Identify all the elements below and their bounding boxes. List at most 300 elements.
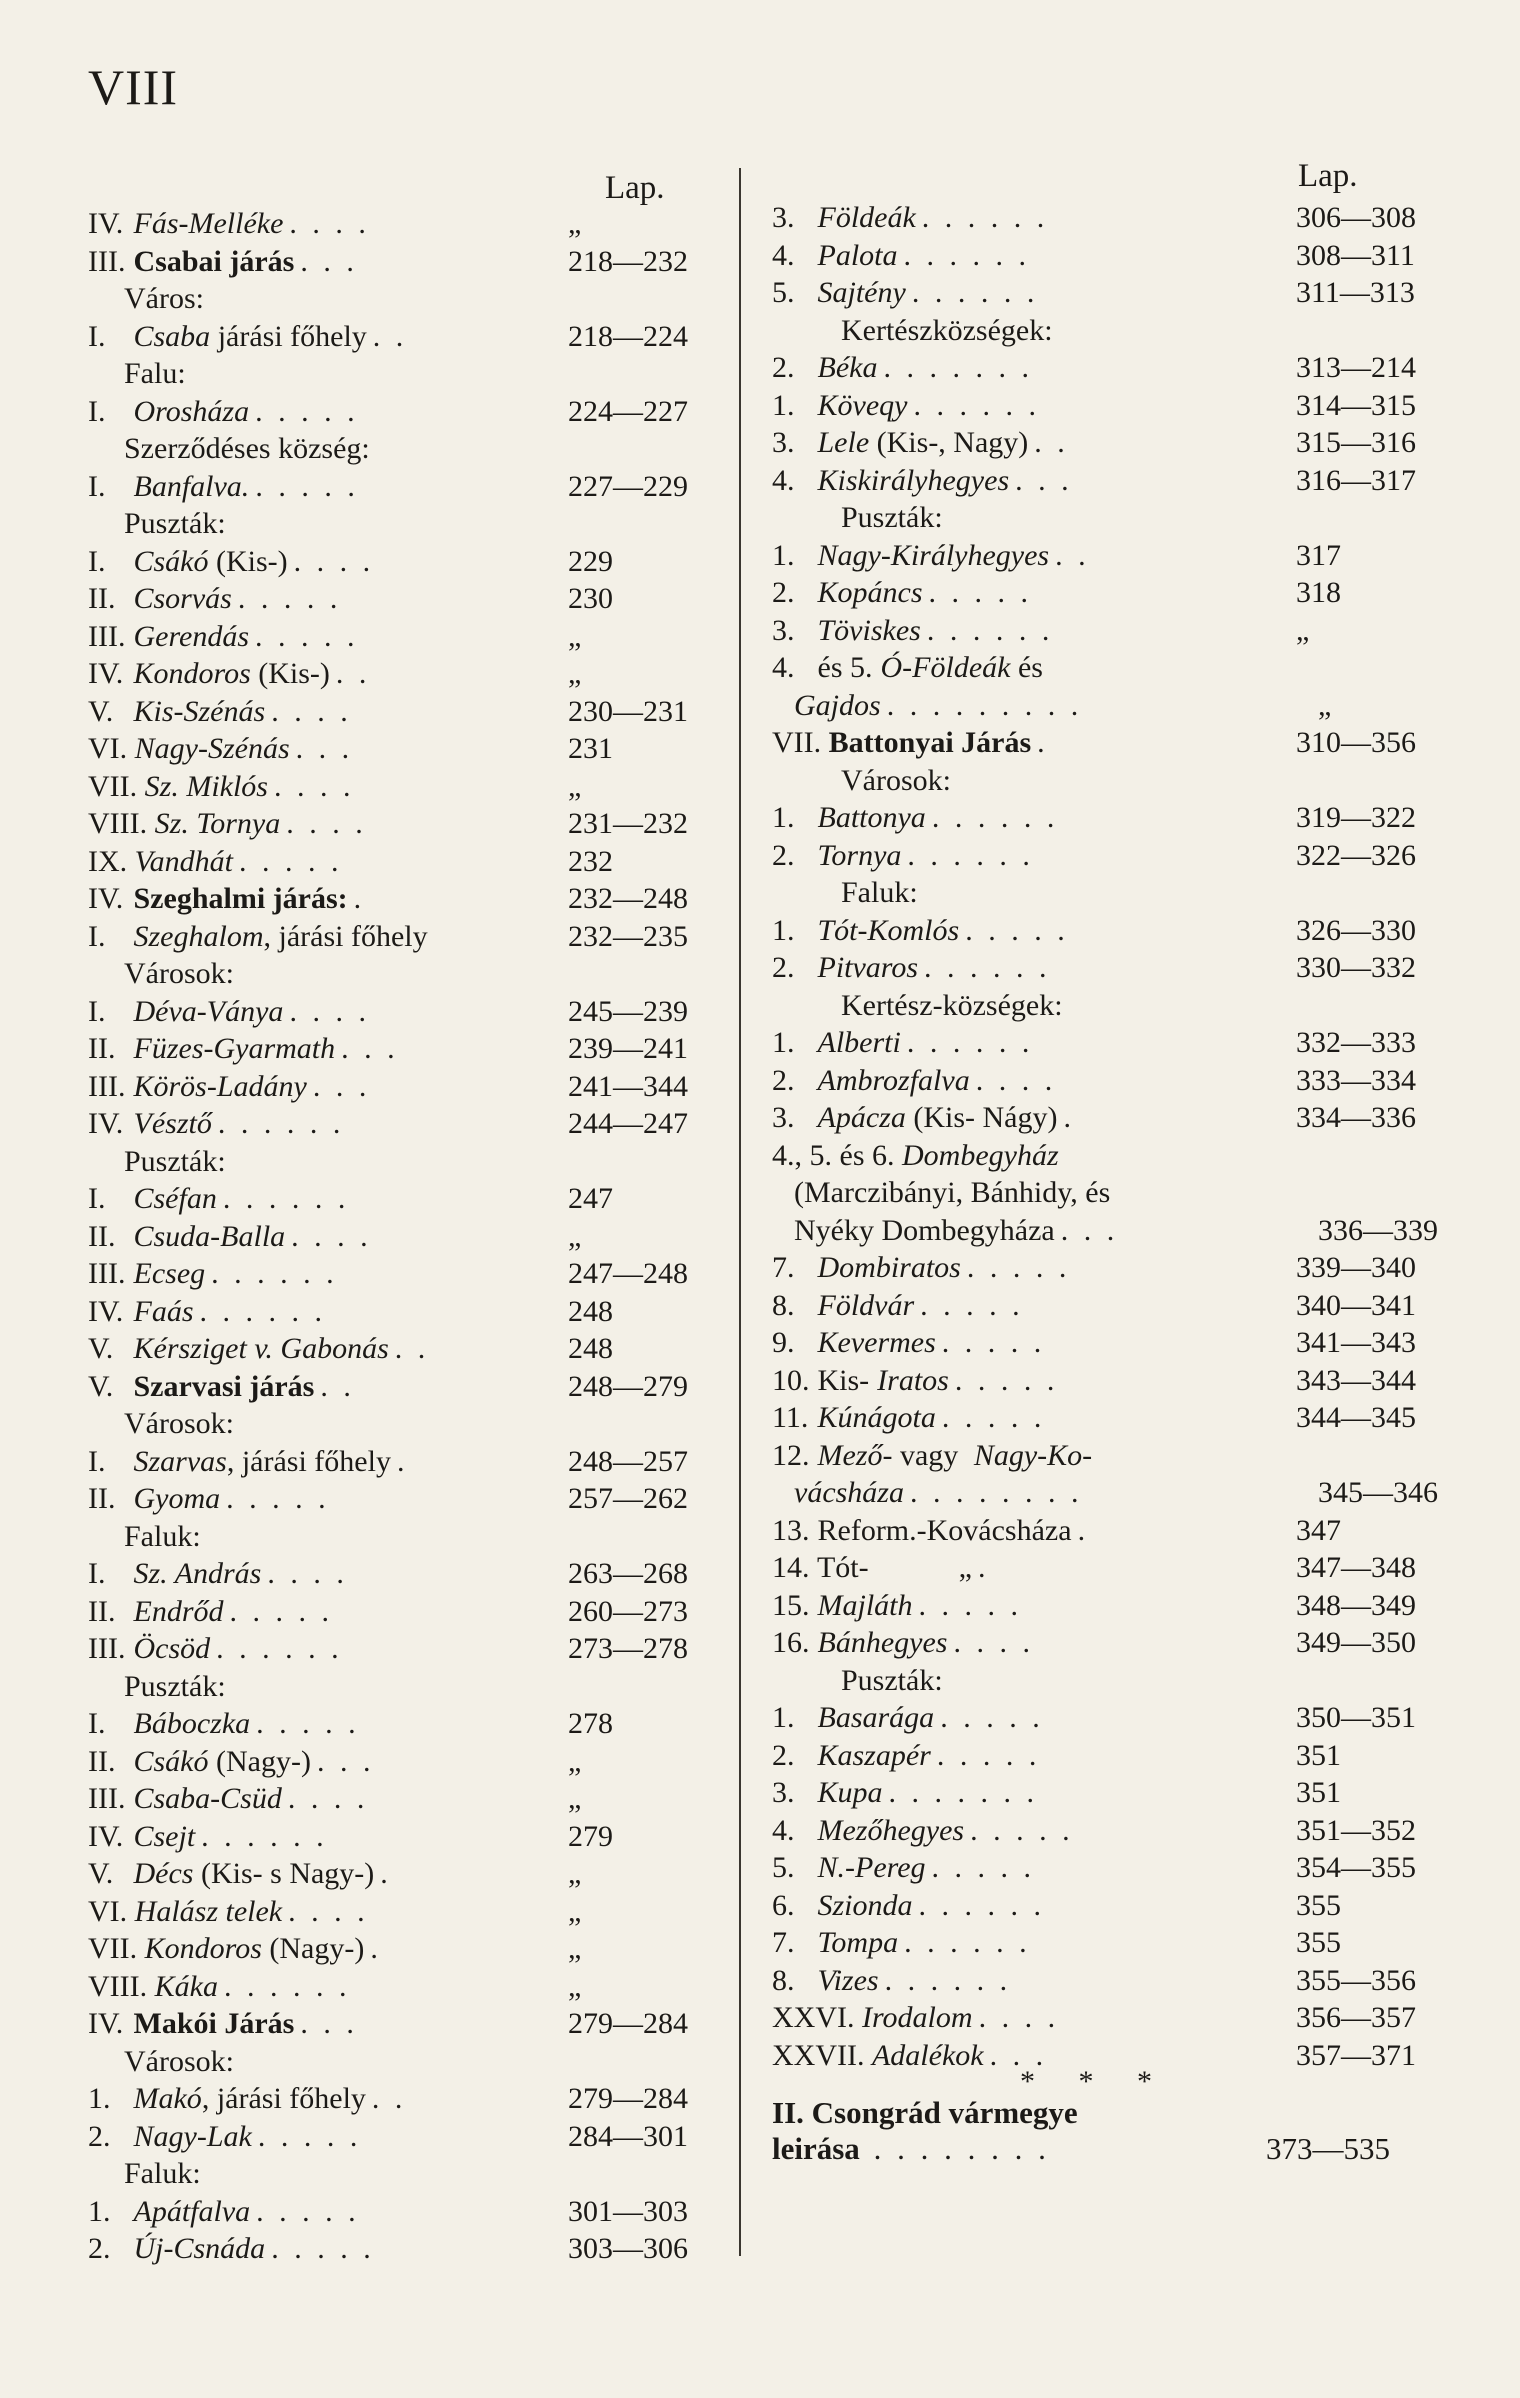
- entry-page: 241—344: [568, 1069, 688, 1103]
- entry-page: 273—278: [568, 1632, 688, 1665]
- entry-name: Csejt: [133, 1819, 196, 1853]
- entry-page: 322—326: [1296, 838, 1416, 872]
- leader-dots: .: [977, 1551, 990, 1584]
- entry-page: 279—284: [568, 2007, 688, 2040]
- entry-name: Kondoros: [133, 657, 251, 690]
- toc-entry: [772, 1438, 1442, 1474]
- leader-dots: . . . . .: [970, 1813, 1074, 1847]
- entry-name: Sajtény: [817, 276, 906, 309]
- entry-page: 336—339: [1318, 1213, 1438, 1247]
- entry-page: 326—330: [1296, 913, 1416, 947]
- entry-number: VI.: [88, 732, 128, 765]
- toc-entry: [88, 1931, 728, 1967]
- entry-number: 8.: [772, 1963, 795, 1997]
- entry-qualifier: (Kis-): [208, 544, 288, 578]
- entry-name: Vésztő: [133, 1107, 212, 1140]
- entry-name: Szionda: [817, 1888, 913, 1922]
- entry-name: és 5.: [817, 651, 873, 684]
- entry-page: 224—227: [568, 394, 688, 428]
- leader-dots: . . . . .: [931, 1851, 1036, 1884]
- entry-qualifier: (Kis- s Nagy-): [193, 1857, 375, 1890]
- entry-number: 9.: [772, 1326, 795, 1359]
- entry-page: 351: [1296, 1776, 1341, 1809]
- entry-name: Szarvas: [133, 1444, 227, 1478]
- toc-subheading: [841, 988, 1511, 1024]
- entry-number: 8.: [772, 1288, 795, 1322]
- entry-number: 5.: [772, 1851, 795, 1884]
- final-entry-line2: [772, 2131, 1472, 2167]
- entry-name: N.-Pereg: [817, 1851, 926, 1884]
- entry-number: 2.: [88, 2232, 111, 2265]
- toc-entry: [88, 2194, 728, 2230]
- entry-number: 4.: [772, 1813, 795, 1847]
- leader-dots: . . . . . .: [907, 838, 1034, 872]
- entry-number: V.: [88, 1369, 114, 1403]
- toc-entry: [772, 388, 1442, 424]
- toc-entry: [88, 2006, 728, 2042]
- entry-name: Pitvaros: [817, 951, 919, 984]
- toc-entry: [88, 206, 728, 242]
- toc-entry: [88, 1256, 728, 1292]
- entry-number: VIII.: [88, 807, 148, 840]
- subheading-text: Puszták:: [841, 1663, 943, 1697]
- entry-number: 11.: [772, 1401, 809, 1434]
- entry-name: Halász telek: [134, 1894, 283, 1928]
- entry-name-cont: vácsháza: [794, 1476, 904, 1509]
- toc-subheading: [841, 763, 1511, 799]
- entry-number: XXVI.: [772, 2001, 855, 2034]
- entry-qualifier: (Kis-): [250, 657, 330, 690]
- leader-dots: . . . . . .: [903, 238, 1030, 272]
- entry-qualifier: „: [868, 1551, 972, 1584]
- entry-number: 7.: [772, 1926, 795, 1959]
- entry-name: Báboczka: [133, 1707, 251, 1740]
- entry-name-part: Iratos: [877, 1363, 949, 1397]
- leader-dots: . . . .: [953, 1626, 1034, 1659]
- toc-entry: [772, 538, 1442, 574]
- entry-number: 1.: [772, 1701, 795, 1734]
- entry-name: Sz. Miklós: [144, 769, 268, 803]
- entry-number: 14.: [772, 1551, 810, 1584]
- entry-number: IV.: [88, 207, 124, 240]
- entry-page: 230—231: [568, 694, 688, 728]
- entry-name: Ambrozfalva: [817, 1063, 970, 1097]
- entry-page: 344—345: [1296, 1401, 1416, 1434]
- entry-page: „: [568, 207, 582, 240]
- toc-entry: [772, 1250, 1442, 1286]
- entry-page: „: [568, 657, 582, 690]
- leader-dots: . . . . . .: [913, 388, 1040, 422]
- entry-number: 4.: [772, 651, 795, 684]
- entry-page: 330—332: [1296, 951, 1416, 984]
- subheading-text: Faluk:: [124, 1519, 201, 1553]
- entry-page: 345—346: [1318, 1476, 1438, 1509]
- leader-dots: . . . . .: [226, 1482, 330, 1515]
- entry-number: 6.: [772, 1888, 795, 1922]
- entry-name: Orosháza: [133, 394, 250, 428]
- toc-entry: [772, 238, 1442, 274]
- leader-dots: . . . .: [289, 207, 370, 240]
- entry-name-cont: Nyéky Dombegyháza: [794, 1213, 1055, 1247]
- entry-qualifier: vagy: [892, 1438, 966, 1472]
- toc-entry: [772, 425, 1442, 461]
- leader-dots: . . .: [295, 732, 354, 765]
- entry-page: 232—248: [568, 882, 688, 915]
- entry-name: Kaszapér: [817, 1738, 931, 1772]
- final-entry-line1: [772, 2095, 1078, 2131]
- lap-header: Lap.: [1298, 158, 1358, 194]
- entry-page: 355: [1296, 1926, 1341, 1959]
- leader-dots: . . . .: [273, 769, 355, 803]
- section-stars: * * *: [1020, 2065, 1170, 2098]
- entry-name: Cséfan: [133, 1182, 217, 1215]
- entry-number: VII.: [772, 726, 822, 759]
- leader-dots: . . . .: [267, 1557, 348, 1590]
- entry-name: Basarága: [817, 1701, 935, 1734]
- toc-entry: [772, 1963, 1442, 1999]
- toc-entry: [772, 200, 1442, 236]
- toc-entry: [88, 881, 728, 917]
- toc-entry: [88, 1819, 728, 1855]
- entry-name: Bánhegyes: [817, 1626, 948, 1659]
- entry-number: 1.: [772, 538, 795, 572]
- entry-page: 348—349: [1296, 1588, 1416, 1622]
- leader-dots: . . . . . . .: [888, 1776, 1039, 1809]
- entry-page: 347: [1296, 1513, 1341, 1547]
- leader-dots: . . . . .: [954, 1363, 1059, 1397]
- entry-number: 5.: [772, 276, 795, 309]
- entry-number: 13.: [772, 1513, 810, 1547]
- entry-page: 311—313: [1296, 276, 1415, 309]
- entry-page: „: [1318, 688, 1332, 722]
- toc-entry: [772, 1400, 1442, 1436]
- leader-dots: . . . . . .: [222, 1182, 350, 1215]
- entry-name: Mező-: [817, 1438, 893, 1472]
- entry-number: I.: [88, 1444, 106, 1478]
- toc-subheading: [124, 1669, 764, 1705]
- entry-number: 10.: [772, 1363, 810, 1397]
- toc-subheading: [841, 1663, 1511, 1699]
- entry-page: 218—224: [568, 319, 688, 353]
- entry-page: 318: [1296, 576, 1341, 609]
- leader-dots: . . . . .: [239, 844, 343, 878]
- toc-entry: [772, 1850, 1442, 1886]
- subheading-text: Szerződéses község:: [124, 432, 370, 465]
- entry-qualifier: , járási főhely: [263, 919, 428, 953]
- toc-entry: [772, 913, 1442, 949]
- entry-number: 2.: [772, 576, 795, 609]
- entry-number: I.: [88, 1182, 106, 1215]
- leader-dots: . . . . .: [941, 1401, 1046, 1434]
- entry-name: Sz. András: [133, 1557, 262, 1590]
- entry-number: IV.: [88, 1294, 124, 1328]
- subheading-text: Puszták:: [124, 1669, 226, 1703]
- toc-entry: [88, 919, 728, 955]
- final-entry-title: II. Csongrád vármegye: [772, 2095, 1078, 2130]
- leader-dots: . . . . .: [271, 2232, 375, 2265]
- toc-entry: [88, 1294, 728, 1330]
- subheading-text: Városok:: [124, 957, 234, 990]
- entry-name: Dombiratos: [817, 1251, 961, 1284]
- leader-dots: . . . . . .: [906, 1026, 1034, 1059]
- entry-name: Vandhát: [134, 844, 233, 878]
- entry-name: Faás: [133, 1294, 194, 1328]
- leader-dots: . . . . .: [965, 913, 1069, 947]
- final-entry-page: 373—535: [1266, 2131, 1390, 2166]
- leader-dots: . . .: [341, 1032, 399, 1065]
- leader-dots: .: [380, 1857, 392, 1890]
- entry-name: Szarvasi járás: [133, 1369, 315, 1403]
- entry-name: Vizes: [817, 1963, 879, 1997]
- toc-entry: [772, 350, 1442, 386]
- entry-qualifier: , járási főhely: [226, 1444, 391, 1478]
- entry-number: V.: [88, 1857, 114, 1890]
- toc-entry: [88, 544, 728, 580]
- entry-number: VII.: [88, 769, 138, 803]
- leader-dots: . . .: [300, 2007, 358, 2040]
- entry-number: I.: [88, 394, 106, 428]
- leader-dots: . . . . . .: [904, 1926, 1031, 1959]
- toc-entry: [772, 725, 1442, 761]
- entry-page: 319—322: [1296, 801, 1416, 834]
- entry-name: Csaba: [133, 319, 211, 353]
- entry-number: III.: [88, 244, 126, 278]
- toc-entry: [794, 1175, 1464, 1211]
- toc-entry: [88, 2081, 728, 2117]
- leader-dots: .: [353, 882, 366, 915]
- toc-entry: [772, 463, 1442, 499]
- toc-entry: [772, 2000, 1442, 2036]
- entry-name: Földvár: [817, 1288, 915, 1322]
- entry-name: Alberti: [817, 1026, 901, 1059]
- entry-name: Ecseg: [133, 1257, 206, 1290]
- leader-dots: . . .: [300, 244, 358, 278]
- toc-entry: [88, 2119, 728, 2155]
- entry-name: Kondoros: [144, 1932, 262, 1965]
- leader-dots: . . . . . .: [926, 613, 1054, 647]
- entry-number: 1.: [88, 2194, 111, 2228]
- toc-entry: [772, 1025, 1442, 1061]
- entry-number: I.: [88, 1557, 106, 1590]
- entry-number: 2.: [88, 2119, 111, 2153]
- entry-page: 354—355: [1296, 1851, 1416, 1884]
- entry-name: Endrőd: [133, 1594, 224, 1628]
- leader-dots: . . . . .: [928, 576, 1032, 609]
- entry-name: Lele: [817, 426, 870, 459]
- leader-dots: .: [370, 1932, 382, 1965]
- entry-number: I.: [88, 544, 106, 578]
- toc-entry: [88, 2231, 728, 2267]
- entry-page: „: [568, 1782, 582, 1815]
- entry-number: IV.: [88, 882, 124, 915]
- entry-number: 1.: [88, 2082, 111, 2115]
- entry-number: 2.: [772, 951, 795, 984]
- leader-dots: . . . .: [287, 1782, 369, 1815]
- entry-name: Csákó: [133, 544, 209, 578]
- toc-entry: [88, 1369, 728, 1405]
- toc-entry: [88, 1594, 728, 1630]
- entry-number: 3.: [772, 201, 795, 234]
- entry-qualifier: , járási főhely: [201, 2082, 366, 2115]
- entry-number: II.: [88, 1482, 116, 1515]
- entry-page: 244—247: [568, 1107, 688, 1140]
- entry-number: 7.: [772, 1251, 795, 1284]
- entry-page: 284—301: [568, 2119, 688, 2153]
- entry-qualifier: (Nagy-): [208, 1744, 311, 1778]
- entry-number: IV.: [88, 2007, 124, 2040]
- entry-number: 1.: [772, 1026, 795, 1059]
- leader-dots: . . . . . .: [884, 1963, 1012, 1997]
- entry-name: Nagy-Lak: [133, 2119, 252, 2153]
- leader-dots: . . .: [316, 1744, 375, 1778]
- entry-number: I.: [88, 919, 106, 953]
- entry-page: 260—273: [568, 1594, 688, 1628]
- entry-page: „: [1296, 613, 1310, 647]
- entry-page: 248—257: [568, 1444, 688, 1478]
- toc-entry: [88, 394, 728, 430]
- toc-entry: [88, 469, 728, 505]
- leader-dots: . . . . . .: [199, 1294, 326, 1328]
- entry-page: „: [568, 1219, 582, 1253]
- entry-page: 308—311: [1296, 238, 1415, 272]
- toc-entry: [772, 1550, 1442, 1586]
- entry-page: 313—214: [1296, 351, 1416, 384]
- entry-page: 355: [1296, 1888, 1341, 1922]
- leader-dots: . . . .: [289, 994, 370, 1028]
- toc-subheading: [841, 313, 1511, 349]
- entry-number: VIII.: [88, 1969, 148, 2003]
- entry-page: 248: [568, 1332, 613, 1365]
- entry-name: Apátfalva: [133, 2194, 251, 2228]
- leader-dots: . . . . .: [920, 1288, 1024, 1322]
- entry-number: 1.: [772, 801, 795, 834]
- leader-dots: . . . . . . . . .: [886, 688, 1083, 722]
- leader-dots: . . . . .: [237, 582, 342, 615]
- entry-number: II.: [88, 582, 116, 615]
- toc-entry: [772, 275, 1442, 311]
- leader-dots: . . . .: [271, 694, 352, 728]
- entry-page: 340—341: [1296, 1288, 1416, 1322]
- entry-name: Káka: [154, 1969, 218, 2003]
- entry-number: 12.: [772, 1438, 810, 1472]
- entry-name: Tót-: [816, 1551, 869, 1584]
- entry-page: 239—241: [568, 1032, 688, 1065]
- leader-dots: .: [1063, 1101, 1075, 1134]
- entry-page: „: [568, 769, 582, 803]
- entry-number: 2.: [772, 351, 795, 384]
- entry-number: I.: [88, 319, 106, 353]
- entry-number: 2.: [772, 1063, 795, 1097]
- subheading-text: Faluk:: [124, 2157, 201, 2190]
- entry-tail: és: [1010, 651, 1043, 684]
- entry-page: 248: [568, 1294, 613, 1328]
- toc-subheading: [124, 2156, 764, 2192]
- entry-number: III.: [88, 1782, 126, 1815]
- entry-name: Battonya: [817, 801, 926, 834]
- entry-number: II.: [88, 1219, 116, 1253]
- entry-name: Battonyai Járás: [828, 726, 1032, 759]
- entry-page: 263—268: [568, 1557, 688, 1590]
- entry-name: Kis-: [817, 1363, 870, 1397]
- subheading-text: Kertészközségek:: [841, 313, 1053, 347]
- entry-number: V.: [88, 1332, 114, 1365]
- entry-page: 317: [1296, 538, 1341, 572]
- toc-entry: [88, 1031, 728, 1067]
- leader-dots: . . . . . .: [216, 1632, 343, 1665]
- leader-dots: . . .: [989, 2038, 1048, 2072]
- subheading-text: Puszták:: [124, 1144, 226, 1178]
- entry-name: Kopáncs: [817, 576, 923, 609]
- toc-subheading: [124, 1519, 764, 1555]
- entry-page: „: [568, 1857, 582, 1890]
- toc-entry: [88, 619, 728, 655]
- entry-name: Gyoma: [133, 1482, 221, 1515]
- toc-entry: [794, 1475, 1464, 1511]
- toc-entry: [88, 581, 728, 617]
- toc-entry: [88, 1556, 728, 1592]
- leader-dots: . . .: [1015, 463, 1073, 497]
- toc-entry: [772, 1625, 1442, 1661]
- entry-page: 232: [568, 844, 613, 878]
- leader-dots: . . . . . .: [217, 1107, 345, 1140]
- entry-name: Reform.-Kovácsháza: [817, 1513, 1072, 1547]
- entry-name: Tót-Komlós: [817, 913, 960, 947]
- leader-dots: . . . . . . . .: [873, 2131, 1050, 2166]
- leader-dots: . . . . .: [966, 1251, 1071, 1284]
- leader-dots: . . . . . .: [201, 1819, 328, 1853]
- entry-page: 229: [568, 544, 613, 578]
- leader-dots: . . . . . .: [211, 1257, 338, 1290]
- entry-number: 3.: [772, 1776, 795, 1809]
- leader-dots: . . . . . .: [918, 1888, 1046, 1922]
- entry-number: 2.: [772, 1738, 795, 1772]
- leader-dots: . .: [371, 2082, 407, 2115]
- toc-entry: [772, 1363, 1442, 1399]
- toc-entry: [772, 613, 1442, 649]
- toc-subheading: [124, 2044, 764, 2080]
- toc-subheading: [841, 500, 1511, 536]
- entry-name-part: Nagy-Ko-: [973, 1438, 1093, 1472]
- toc-entry: [772, 1513, 1442, 1549]
- subheading-text: Faluk:: [841, 876, 918, 909]
- final-entry-title-cont: leirása: [772, 2131, 860, 2166]
- toc-entry: [772, 950, 1442, 986]
- toc-entry: [88, 1219, 728, 1255]
- leader-dots: . . . . . . .: [883, 351, 1033, 384]
- entry-page: 303—306: [568, 2232, 688, 2265]
- leader-dots: . . . . .: [229, 1594, 333, 1628]
- entry-name: Fás-Melléke: [133, 207, 284, 240]
- toc-subheading: [124, 356, 764, 392]
- leader-dots: . . . .: [286, 807, 367, 840]
- toc-subheading: [124, 1406, 764, 1442]
- entry-page: 247—248: [568, 1257, 688, 1290]
- entry-name: Béka: [817, 351, 878, 384]
- toc-entry: [772, 650, 1442, 686]
- leader-dots: . . . . .: [257, 2119, 362, 2153]
- entry-number: III.: [88, 1257, 126, 1290]
- entry-page: 257—262: [568, 1482, 688, 1515]
- entry-qualifier: (Kis-, Nagy): [869, 426, 1029, 459]
- toc-entry: [88, 244, 728, 280]
- entry-name: Kupa: [817, 1776, 883, 1809]
- leader-dots: . .: [320, 1369, 355, 1403]
- entry-qualifier: (Nagy-): [261, 1932, 365, 1965]
- entry-name: Köveqy: [817, 388, 908, 422]
- entry-number: II.: [88, 1744, 116, 1778]
- entry-name: Irodalom: [862, 2001, 973, 2034]
- toc-entry: [794, 1213, 1464, 1249]
